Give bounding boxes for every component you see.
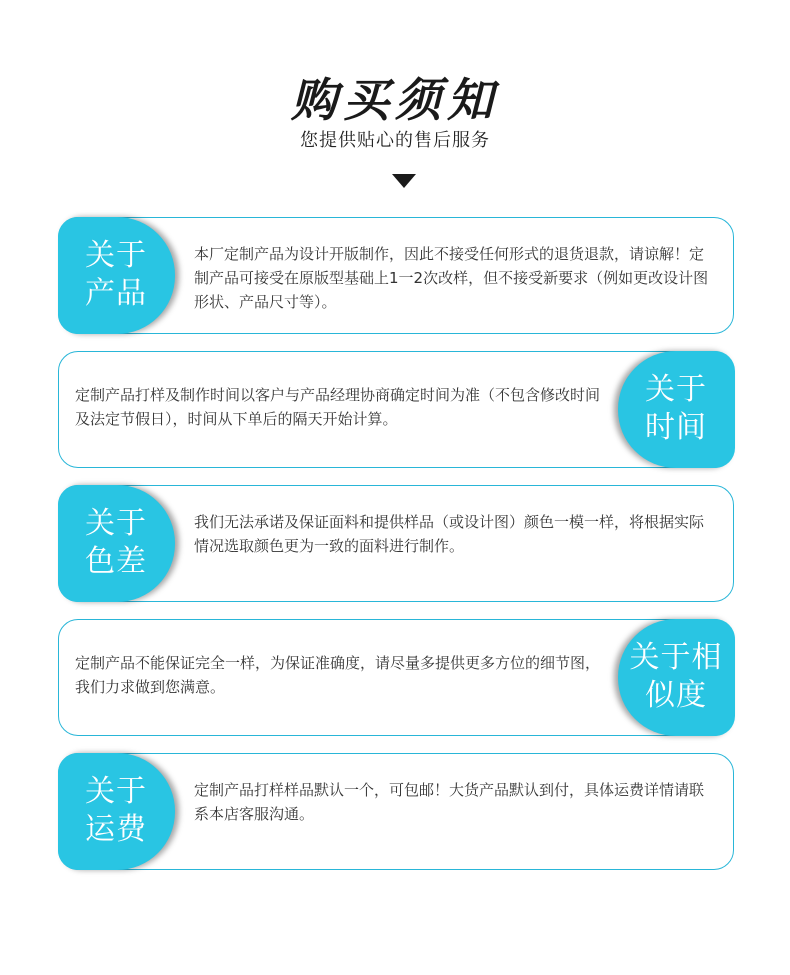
notice-badge-color-difference [58,485,175,602]
notice-text-color-difference: 我们无法承诺及保证面料和提供样品（或设计图）颜色一模一样，将根据实际情况选取颜色更为一致的面料进行制作。 [194,513,705,555]
notice-badge-product [58,217,175,334]
badge-label-line2: 产品 [85,276,147,311]
notice-text-shipping: 定制产品打样样品默认一个，可包邮！大货产品默认到付，具体运费详情请联系本店客服沟通。 [194,781,705,823]
notice-badge-time [618,351,735,468]
notice-card-shipping [58,753,734,870]
badge-label-line1: 关于 [645,372,707,407]
notice-card-color-difference [58,485,734,602]
badge-label-line2: 运费 [85,812,147,847]
badge-label-line1: 关于 [85,774,147,809]
badge-label-line2: 时间 [645,410,707,445]
notice-text-time: 定制产品打样及制作时间以客户与产品经理协商确定时间为准（不包含修改时间及法定节假日），时间从下单后的隔天开始计算。 [75,386,601,428]
badge-label-line2: 似度 [645,678,707,713]
badge-label-line1: 关于相 [629,640,723,675]
badge-label-line1: 关于 [85,506,147,541]
notice-badge-shipping [58,753,175,870]
notice-card-similarity [58,619,734,736]
notice-text-product: 本厂定制产品为设计开版制作，因此不接受任何形式的退货退款，请谅解！定制产品可接受在原版型基础上1一2次改样，但不接受新要求（例如更改设计图形状、产品尺寸等）。 [194,245,709,311]
notice-text-similarity: 定制产品不能保证完全一样，为保证准确度，请尽量多提供更多方位的细节图，我们力求做到您满意。 [75,654,601,696]
page-title: 购买须知 [291,73,499,127]
triangle-down-icon [392,174,416,188]
notice-card-time [58,351,734,468]
badge-label-line2: 色差 [85,544,147,579]
badge-label-line1: 关于 [85,238,147,273]
page-subtitle: 您提供贴心的售后服务 [300,130,490,151]
notice-card-product [58,217,734,334]
notice-badge-similarity [618,619,735,736]
